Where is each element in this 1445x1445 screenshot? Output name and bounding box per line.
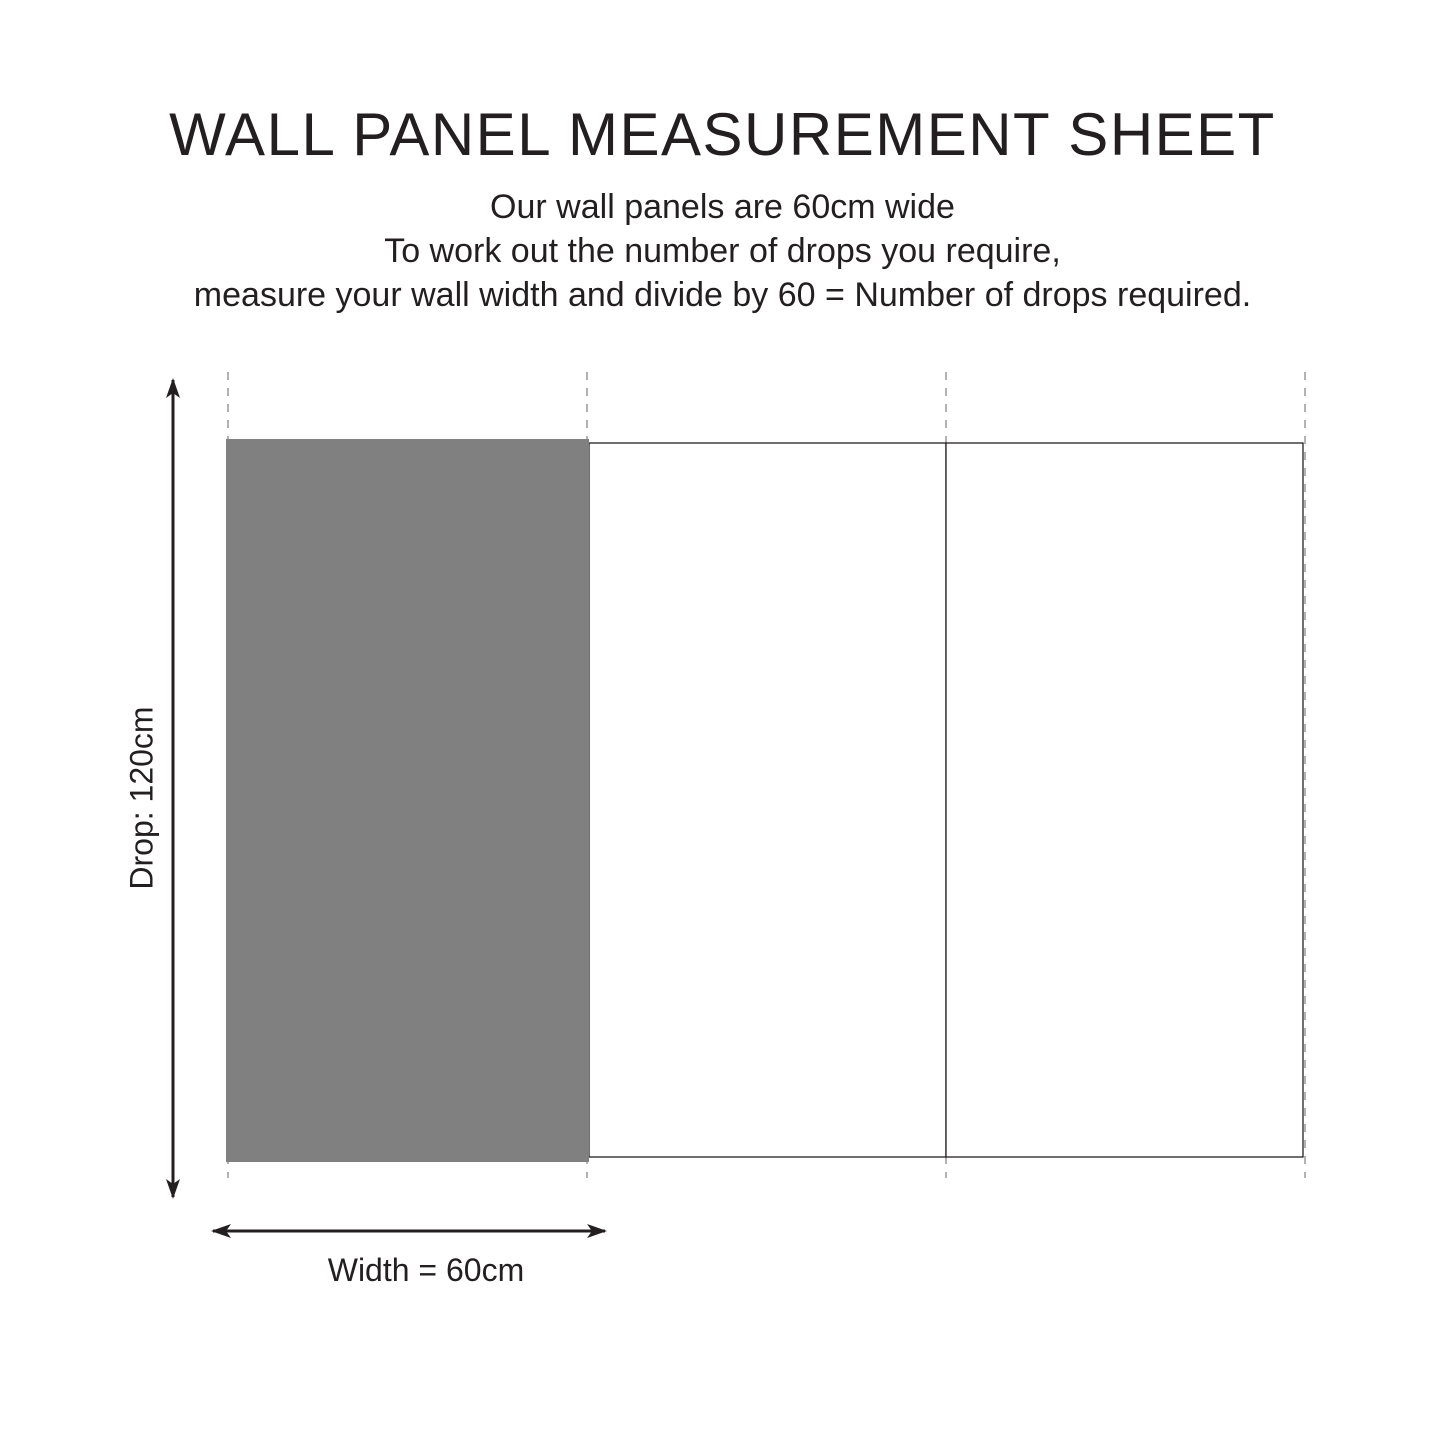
panel-1-highlighted	[226, 439, 589, 1162]
page-title: WALL PANEL MEASUREMENT SHEET	[169, 101, 1276, 168]
panel-2	[589, 443, 946, 1157]
drop-label: Drop: 120cm	[123, 706, 160, 890]
instruction-line-2: To work out the number of drops you require,	[384, 232, 1061, 270]
instruction-line-1: Our wall panels are 60cm wide	[490, 188, 955, 226]
panel-3	[946, 443, 1303, 1157]
width-label: Width = 60cm	[327, 1252, 525, 1288]
instruction-line-3: measure your wall width and divide by 60 = Number of drops required.	[193, 276, 1252, 314]
